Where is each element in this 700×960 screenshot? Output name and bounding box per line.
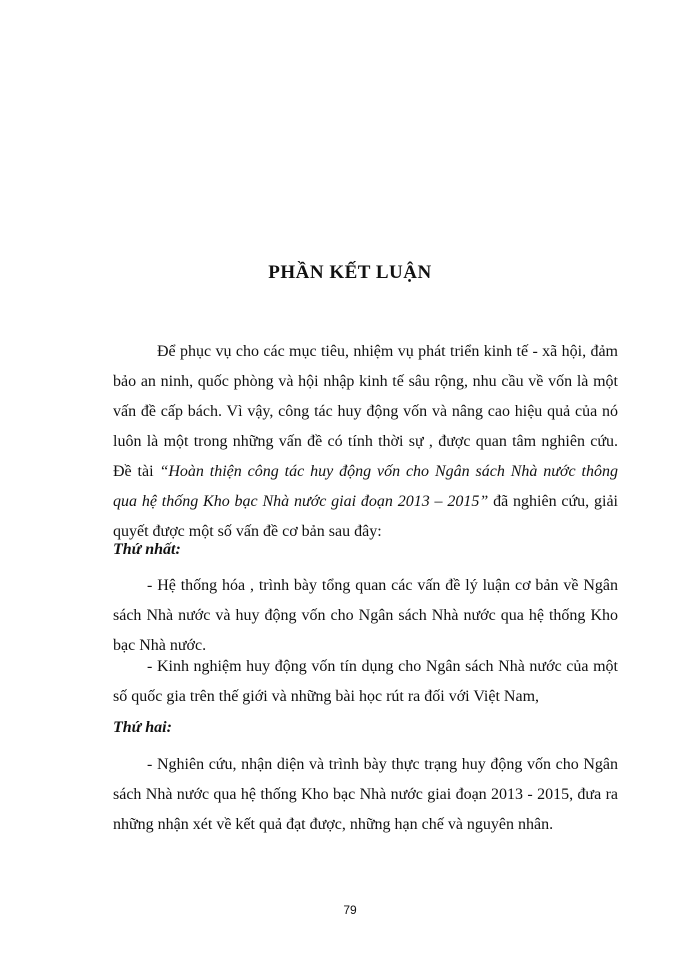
bullet-paragraph: - Kinh nghiệm huy động vốn tín dụng cho Ngân sách Nhà nước của một số quốc gia trên thế giới và những bài học rút ra đối với Việt Nam, <box>113 658 618 705</box>
thesis-title: “Hoàn thiện công tác huy động vốn cho Ngân sách Nhà nước thông qua hệ thống Kho bạc Nhà nước giai đoạn 2013 – 2015” <box>113 463 618 510</box>
section-heading: PHẦN KẾT LUẬN <box>268 262 432 283</box>
page-number: 79 <box>343 903 357 917</box>
intro-text-before: Để phục vụ cho các mục tiêu, nhiệm vụ phát triển kinh tế - xã hội, đảm bảo an ninh, quốc phòng và hội nhập kinh tế sâu rộng, nhu cầu về vốn là một vấn đề cấp bách. Vì vậy, công tác huy động vốn và nâng cao hiệu quả của nó luôn là một trong những vấn đề có tính thời sự , được quan tâm nghiên cứu. Đề tài <box>113 343 618 480</box>
bullet-paragraph: - Hệ thống hóa , trình bày tổng quan các vấn đề lý luận cơ bản về Ngân sách Nhà nước và huy động vốn cho Ngân sách Nhà nước qua hệ thống Kho bạc Nhà nước. <box>113 577 618 654</box>
intro-paragraph <box>113 337 618 547</box>
intro-text-after: đã nghiên cứu, giải quyết được một số vấn đề cơ bản sau đây: <box>113 493 618 540</box>
bullet-paragraph: - Nghiên cứu, nhận diện và trình bày thực trạng huy động vốn cho Ngân sách Nhà nước qua hệ thống Kho bạc Nhà nước giai đoạn 2013 - 2015, đưa ra những nhận xét về kết quả đạt được, những hạn chế và nguyên nhân. <box>113 756 618 833</box>
section-label-first: Thứ nhất: <box>113 541 181 558</box>
section-label-second: Thứ hai: <box>113 719 172 736</box>
